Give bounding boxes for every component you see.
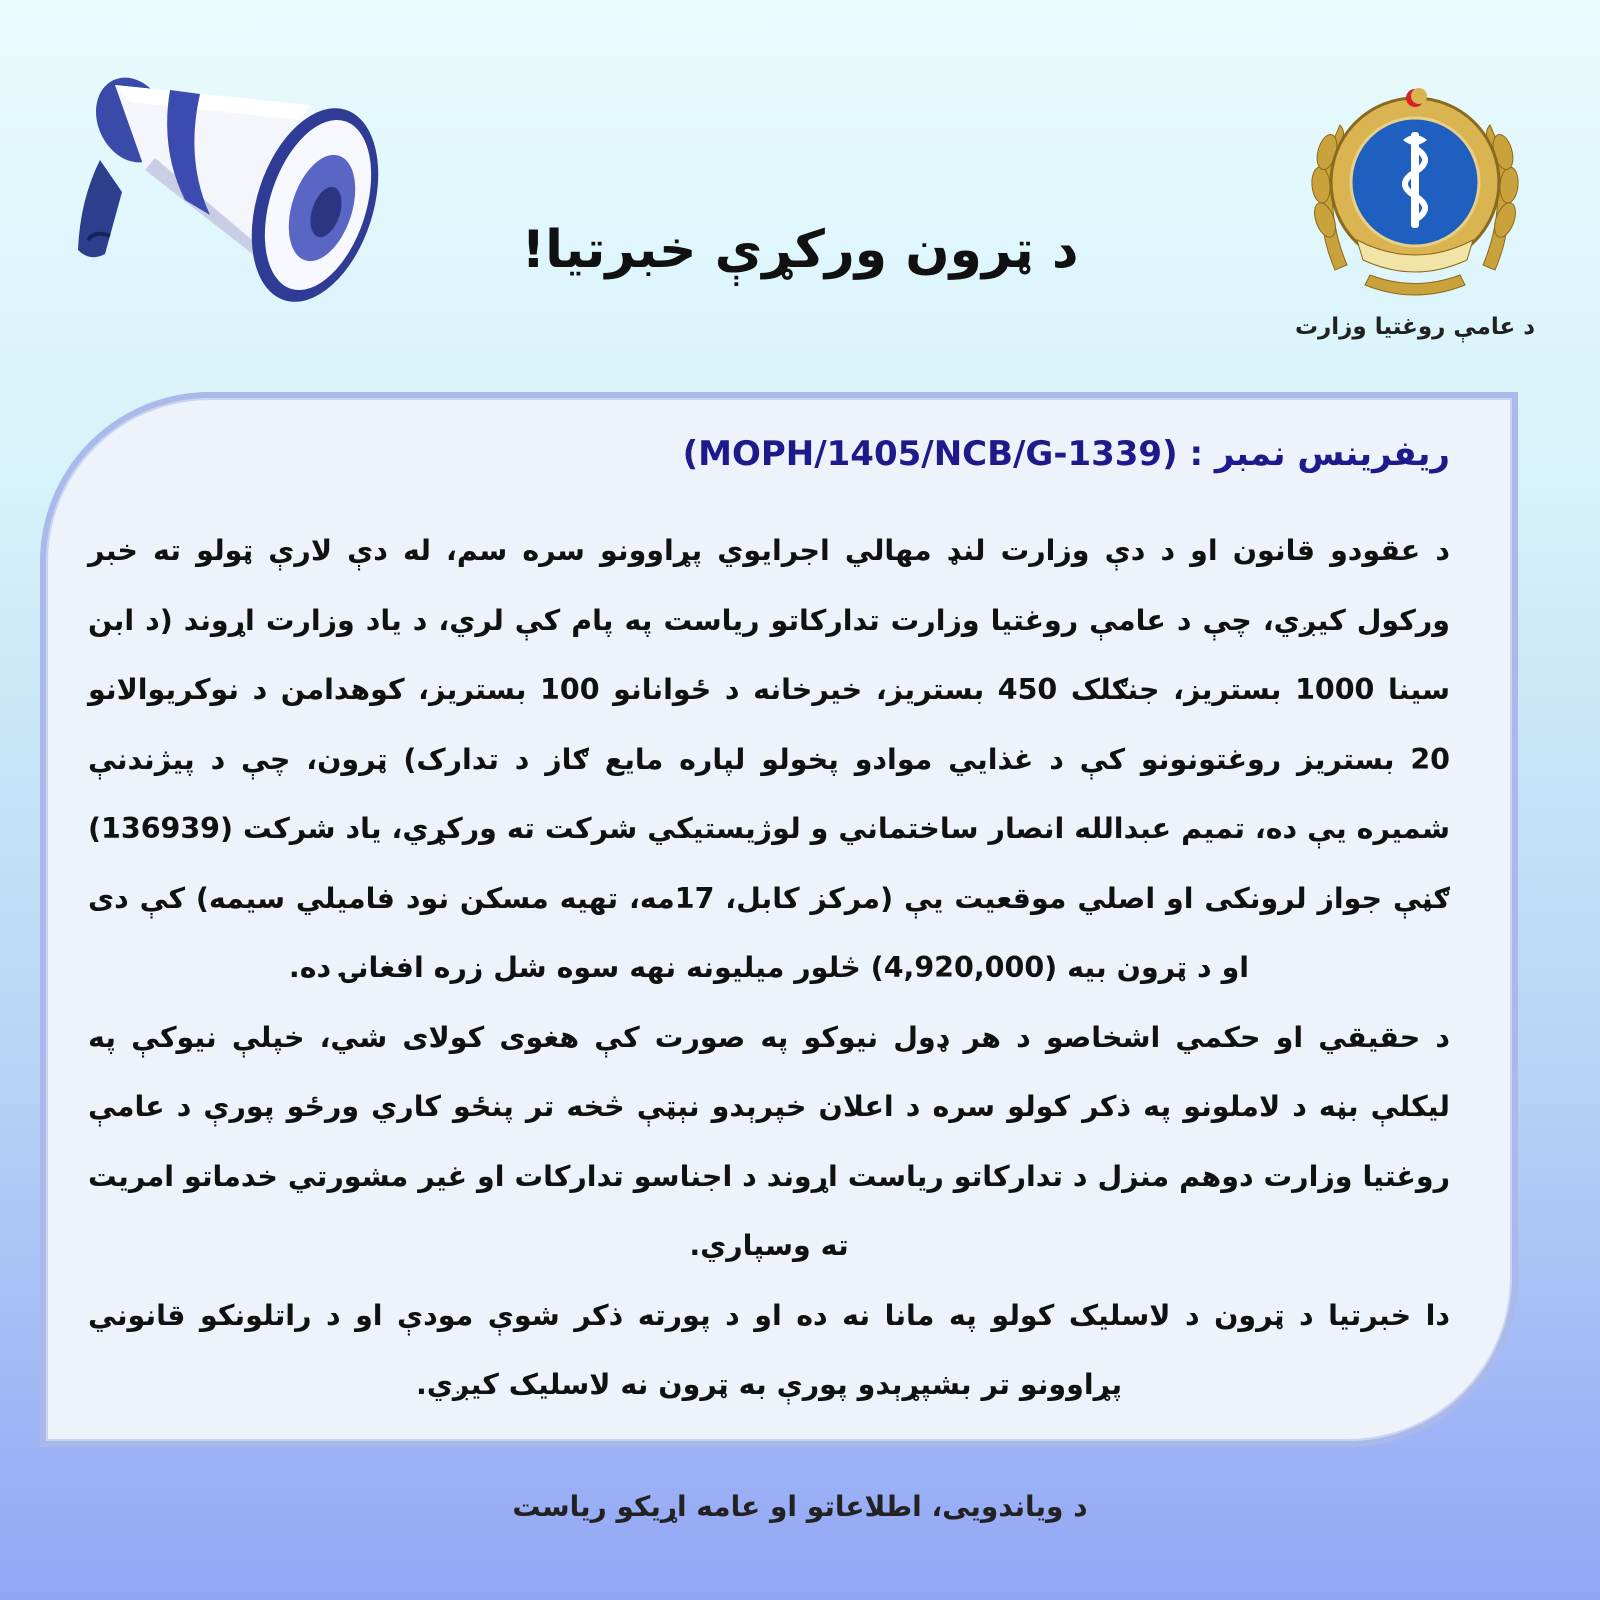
megaphone-icon bbox=[60, 40, 390, 320]
notice-paragraph: د عقودو قانون او د دې وزارت لنډ مهالي اجرايوي پړاوونو سره سم، له دې لارې ټولو ته خبر ورکول کیږي، چې د عامې روغتیا وزارت تدارکاتو ریاست په پام کې لري، د یاد وزارت اړوند (د ابن سینا 1000 بستریز، جنګلک 450 بستریز، خیرخانه د ځوانانو 100 بستریز، کوهدامن د نوکریوالانو 20 بستریز روغتونونو کې د غذايي موادو پخولو لپاره مایع ګاز د تدارک) ټرون، چې د پیژندنې شمیره یې ده، تمیم عبدالله انصار ساختماني و لوژیستیکي شرکت ته ورکړي، یاد شرکت (136939) ګڼې جواز لرونکی او اصلي موقعیت یې (مرکز کابل، 17مه، تهیه مسکن نود فامیلي سیمه) کې دی او د ټرون بیه (4,920,000) څلور میلیونه نهه سوه شل زره افغانۍ ده. bbox=[88, 534, 1450, 984]
ministry-caption: د عامې روغتیا وزارت bbox=[1294, 314, 1536, 340]
reference-code: (MOPH/1405/NCB/G-1339) bbox=[682, 434, 1178, 474]
notice-paragraph: د حقیقي او حکمي اشخاصو د هر ډول نیوکو په صورت کې هغوی کولای شي، خپلې نیوکې په لیکلې بڼه د لاملونو په ذکر کولو سره د اعلان خپرېدو نېټې څخه تر پنځو کاري ورځو پورې د عامې روغتیا وزارت دوهم منزل د تدارکاتو ریاست اړوند د اجناسو تدارکات او غیر مشورتي خدماتو امریت ته وسپاري. bbox=[88, 1020, 1450, 1262]
ministry-emblem-icon bbox=[1295, 70, 1535, 310]
notice-body bbox=[88, 516, 1450, 1420]
notice-card bbox=[40, 392, 1518, 1447]
footer-directorate: د ویاندویی، اطلاعاتو او عامه اړیکو ریاست bbox=[512, 1490, 1088, 1523]
notice-paragraph: دا خبرتیا د ټرون د لاسلیک کولو په مانا نه ده او د پورته ذکر شوې مودې او د راتلونکو قانوني پړاوونو تر بشپړېدو پورې به ټرون نه لاسلیک کیږي. bbox=[88, 1298, 1450, 1401]
reference-line bbox=[683, 434, 1450, 474]
reference-label: ریفرینس نمبر : bbox=[1189, 434, 1450, 474]
ministry-logo-block bbox=[1285, 70, 1545, 340]
page-title: د ټرون ورکړې خبرتیا! bbox=[521, 220, 1079, 280]
